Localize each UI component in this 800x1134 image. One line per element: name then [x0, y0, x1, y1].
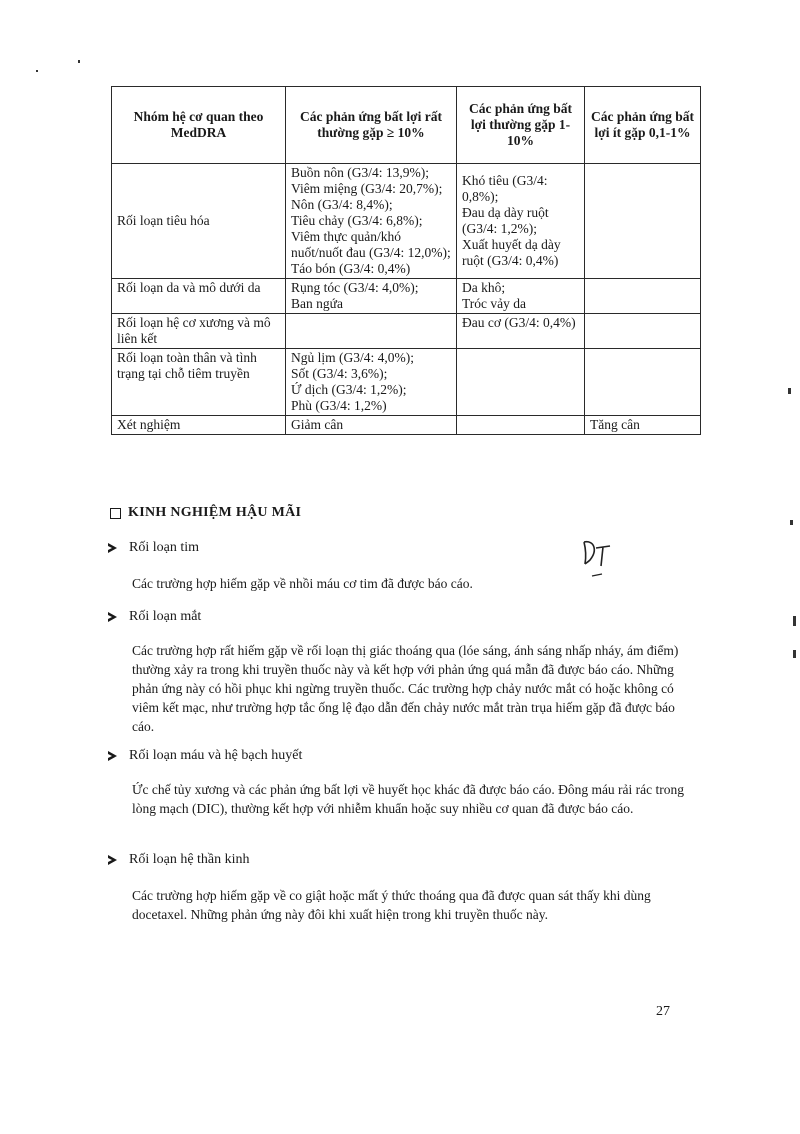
cell-common — [457, 416, 585, 435]
bullet-heading: Rối loạn máu và hệ bạch huyết — [129, 748, 303, 763]
bullet-eye — [108, 609, 201, 625]
cell-line: Da khô; — [462, 280, 506, 295]
arrow-bullet-icon — [108, 751, 117, 761]
cell-common — [457, 349, 585, 416]
cell-system: Rối loạn da và mô dưới da — [112, 279, 286, 314]
signature-initials-icon — [578, 536, 618, 580]
checkbox-square-icon — [110, 508, 121, 519]
table-row — [112, 416, 701, 435]
table-row — [112, 314, 701, 349]
cell-uncommon — [585, 349, 701, 416]
cell-line: Tróc vảy da — [462, 296, 526, 311]
cell-line: Ngủ lịm (G3/4: 4,0%); — [291, 350, 414, 365]
table-row — [112, 164, 701, 279]
paragraph-nervous: Các trường hợp hiếm gặp về co giật hoặc mất ý thức thoáng qua đã được quan sát thấy khi dùng docetaxel. Những phản ứng này đôi khi xuất hiện trong khi truyền thuốc này. — [132, 888, 651, 922]
header-uncommon: Các phản ứng bất lợi ít gặp 0,1-1% — [585, 87, 701, 164]
cell-system: Xét nghiệm — [112, 416, 286, 435]
cell-uncommon — [585, 279, 701, 314]
cell-system: Rối loạn toàn thân và tình trạng tại chỗ tiêm truyền — [112, 349, 286, 416]
bullet-nervous — [108, 852, 250, 868]
header-very-common: Các phản ứng bất lợi rất thường gặp ≥ 10% — [286, 87, 457, 164]
cell-line: Sốt (G3/4: 3,6%); — [291, 366, 388, 381]
table-header-row — [112, 87, 701, 164]
arrow-bullet-icon — [108, 543, 117, 553]
section-title-text: KINH NGHIỆM HẬU MÃI — [128, 505, 302, 520]
cell-uncommon — [585, 164, 701, 279]
table-row — [112, 349, 701, 416]
cell-uncommon — [585, 314, 701, 349]
cell-line: Ứ dịch (G3/4: 1,2%); — [291, 382, 407, 397]
cell-very-common — [286, 416, 457, 435]
cell-line: Phù (G3/4: 1,2%) — [291, 398, 387, 413]
cell-line: Viêm thực quản/khó nuốt/nuốt đau (G3/4: 12,0%); — [291, 229, 451, 260]
cell-line: Đau cơ (G3/4: 0,4%) — [462, 315, 576, 330]
bullet-heading: Rối loạn hệ thần kinh — [129, 852, 250, 867]
section-title — [110, 505, 301, 521]
cell-line: Buồn nôn (G3/4: 13,9%); — [291, 165, 429, 180]
scan-dot — [78, 60, 80, 63]
scan-dot — [36, 70, 38, 72]
cell-very-common — [286, 314, 457, 349]
cell-line: Xuất huyết dạ dày ruột (G3/4: 0,4%) — [462, 237, 561, 268]
cell-line: Tiêu chảy (G3/4: 6,8%); — [291, 213, 423, 228]
cell-line: Táo bón (G3/4: 0,4%) — [291, 261, 411, 276]
paragraph-cardiac: Các trường hợp hiếm gặp về nhồi máu cơ tim đã được báo cáo. — [132, 576, 473, 591]
cell-common — [457, 164, 585, 279]
header-common: Các phản ứng bất lợi thường gặp 1-10% — [457, 87, 585, 164]
cell-system: Rối loạn tiêu hóa — [112, 164, 286, 279]
cell-very-common — [286, 164, 457, 279]
cell-line: Tăng cân — [590, 417, 640, 432]
cell-line: Ban ngứa — [291, 296, 343, 311]
arrow-bullet-icon — [108, 612, 117, 622]
cell-line: Giảm cân — [291, 417, 344, 432]
bullet-heading: Rối loạn tim — [129, 540, 199, 555]
page-number: 27 — [656, 1004, 670, 1019]
header-system-organ-class: Nhóm hệ cơ quan theo MedDRA — [112, 87, 286, 164]
adverse-reactions-table — [111, 86, 701, 435]
arrow-bullet-icon — [108, 855, 117, 865]
cell-line: Đau dạ dày ruột (G3/4: 1,2%); — [462, 205, 549, 236]
scan-dot — [793, 616, 796, 626]
cell-common — [457, 314, 585, 349]
cell-common — [457, 279, 585, 314]
cell-line: Viêm miệng (G3/4: 20,7%); — [291, 181, 443, 196]
cell-uncommon — [585, 416, 701, 435]
table-row — [112, 279, 701, 314]
scan-dot — [793, 650, 796, 658]
bullet-cardiac — [108, 540, 199, 556]
paragraph-eye: Các trường hợp rất hiếm gặp về rối loạn thị giác thoáng qua (lóe sáng, ánh sáng nhấp nháy, ám điểm) thường xảy ra trong khi truyền thuốc này và kết hợp với phản ứng quá mẫn đã được báo cáo. Những phản ứng này có hồi phục khi ngừng truyền thuốc. Các trường hợp chảy nước mắt có hoặc không có viêm kết mạc, như trường hợp tắc ống lệ đạo dẫn đến chảy nước mắt tràn trụa hiếm gặp đã được báo cáo. — [132, 643, 679, 734]
cell-system: Rối loạn hệ cơ xương và mô liên kết — [112, 314, 286, 349]
cell-line: Nôn (G3/4: 8,4%); — [291, 197, 393, 212]
paragraph-blood: Ức chế tủy xương và các phản ứng bất lợi về huyết học khác đã được báo cáo. Đông máu rải rác trong lòng mạch (DIC), thường kết hợp với nhiễm khuẩn hoặc suy nhiều cơ quan đã được báo cáo. — [132, 782, 685, 816]
cell-very-common — [286, 279, 457, 314]
scan-dot — [788, 388, 791, 394]
bullet-heading: Rối loạn mắt — [129, 609, 202, 624]
cell-very-common — [286, 349, 457, 416]
cell-line: Khó tiêu (G3/4: 0,8%); — [462, 173, 548, 204]
scan-dot — [790, 520, 793, 525]
bullet-blood — [108, 748, 302, 764]
table-body — [112, 164, 701, 435]
cell-line: Rụng tóc (G3/4: 4,0%); — [291, 280, 419, 295]
